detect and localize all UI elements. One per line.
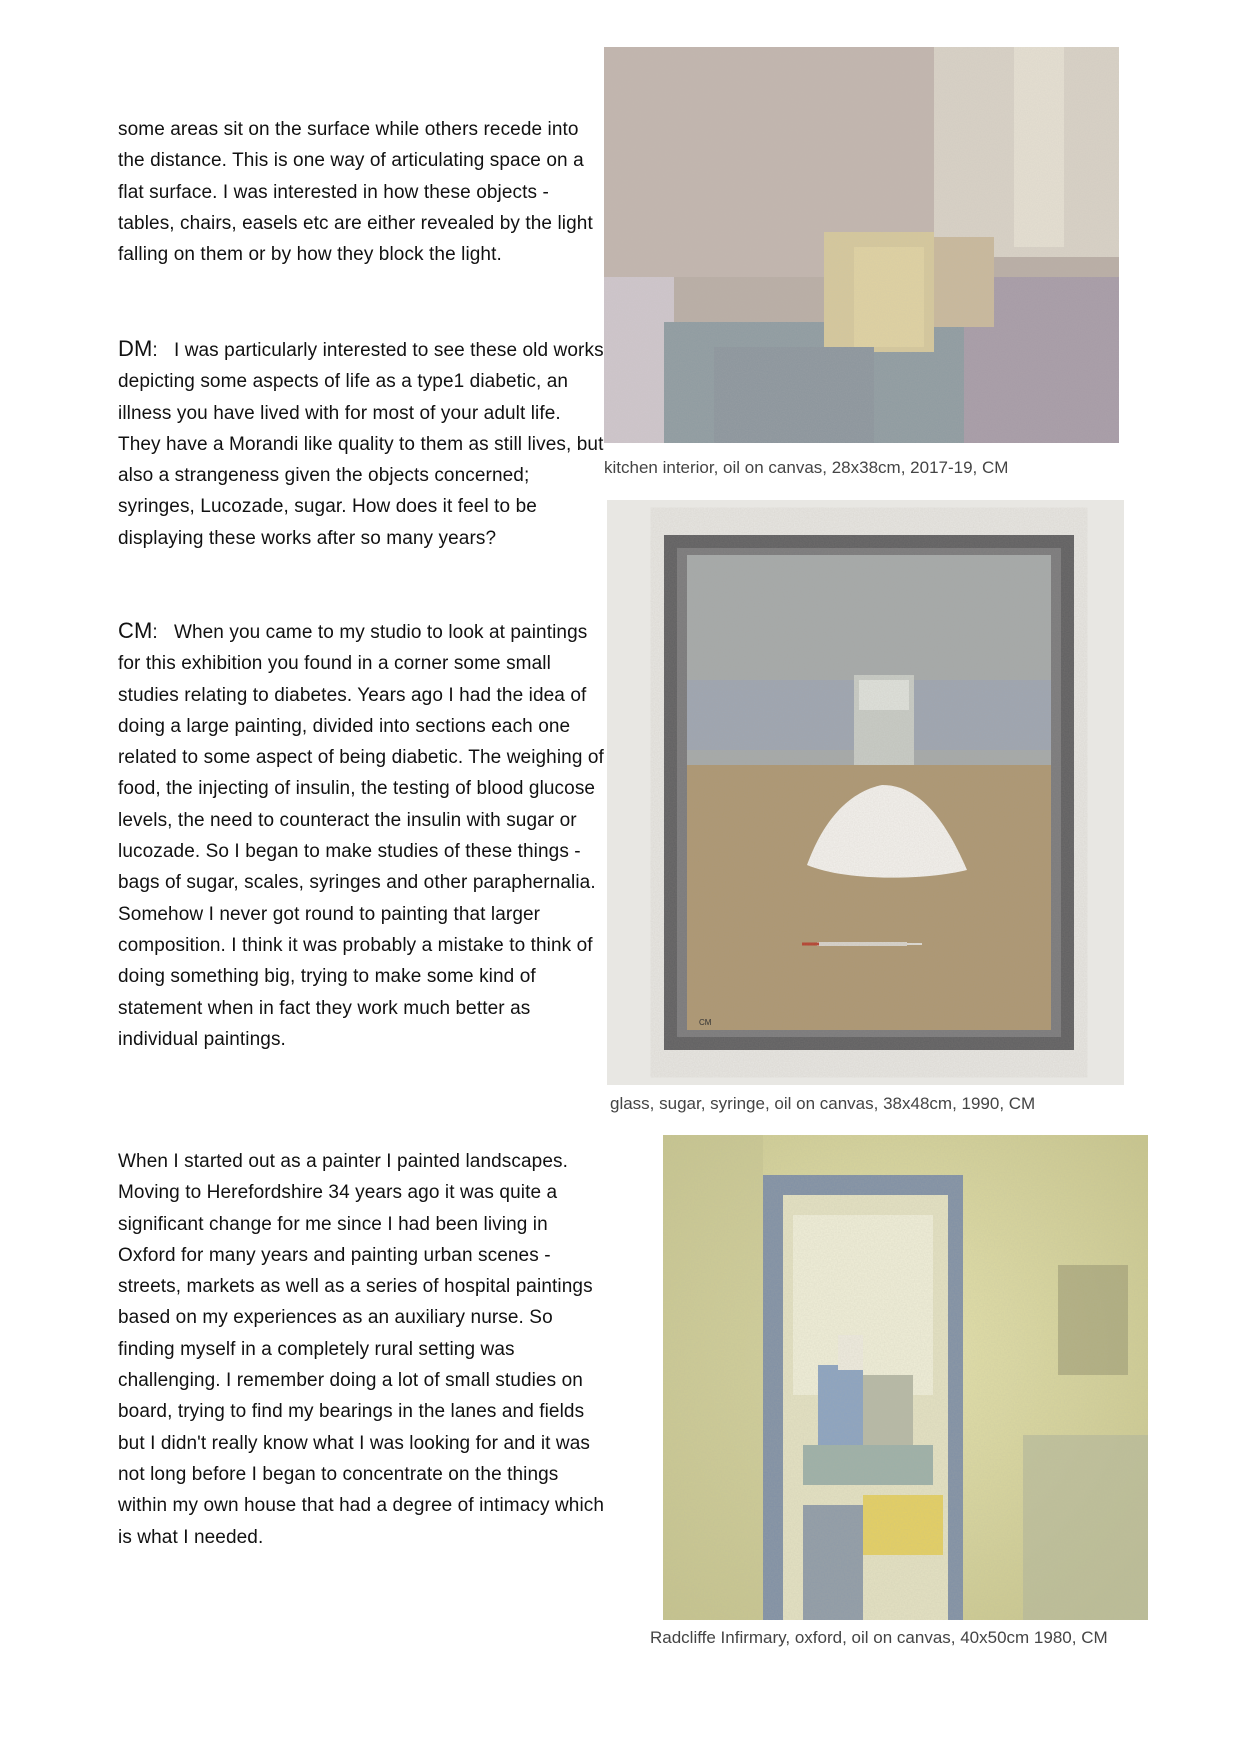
paragraph-intro: some areas sit on the surface while others recede into the distance. This is one way of articulating space on a flat surface. I was interested in how these objects - tables, chairs, easels etc are either revealed by the light falling on them or by how they block the light. (118, 119, 593, 266)
caption-glass-sugar-syringe: glass, sugar, syringe, oil on canvas, 38x48cm, 1990, CM (610, 1094, 1036, 1113)
paragraph-dm-question: DM: I was particularly interested to see these old works depicting some aspects of life as a type1 diabetic, an illness you have lived with for most of your adult life. They have a Morandi like quality to them as still lives, but also a strangeness given the objects concerned; syringes, Lucozade, sugar. How does it feel to be displaying these works after so many years? (118, 336, 604, 549)
dm-question-text: I was particularly interested to see these old works depicting some aspects of life as a type1 diabetic, an illness you have lived with for most of your adult life. They have a Morandi like quality to them as still lives, but also a strangeness given the objects concerned; syringes, Lucozade, sugar. How does it feel to be displaying these works after so many years? (118, 340, 604, 549)
caption-radcliffe-infirmary: Radcliffe Infirmary, oxford, oil on canvas, 40x50cm 1980, CM (650, 1628, 1108, 1647)
caption-kitchen-interior: kitchen interior, oil on canvas, 28x38cm, 2017-19, CM (604, 458, 1009, 477)
painting-radcliffe-infirmary (663, 1135, 1148, 1620)
painting-kitchen-interior (604, 47, 1119, 443)
speaker-dm: DM (118, 336, 153, 361)
speaker-cm: CM (118, 618, 153, 643)
paragraph-cm-answer: CM: When you came to my studio to look at paintings for this exhibition you found in a corner some small studies relating to diabetes. Years ago I had the idea of doing a large painting, divided into sections each one related to some aspect of being diabetic. The weighing of food, the injecting of insulin, the testing of blood glucose levels, the need to counteract the insulin with sugar or lucozade. So I began to make studies of these things - bags of sugar, scales, syringes and other paraphernalia. Somehow I never got round to painting that larger composition. I think it was probably a mistake to think of doing something big, trying to make some kind of statement when in fact they work much better as individual paintings. (118, 618, 604, 1050)
cm-answer-text: When you came to my studio to look at paintings for this exhibition you found in a corner some small studies relating to diabetes. Years ago I had the idea of doing a large painting, divided into sections each one related to some aspect of being diabetic. The weighing of food, the injecting of insulin, the testing of blood glucose levels, the need to counteract the insulin with sugar or lucozade. So I began to make studies of these things - bags of sugar, scales, syringes and other paraphernalia. Somehow I never got round to painting that larger composition. I think it was probably a mistake to think of doing something big, trying to make some kind of statement when in fact they work much better as individual paintings. (118, 622, 604, 1050)
painting-glass-sugar-syringe (607, 500, 1124, 1085)
signature-cm: CM (699, 1018, 712, 1027)
paragraph-landscapes: When I started out as a painter I painted landscapes. Moving to Herefordshire 34 years ago it was quite a significant change for me since I had been living in Oxford for many years and painting urban scenes - streets, markets as well as a series of hospital paintings based on my experiences as an auxiliary nurse. So finding myself in a completely rural setting was challenging. I remember doing a lot of small studies on board, trying to find my bearings in the lanes and fields but I didn't really know what I was looking for and it was not long before I began to concentrate on the things within my own house that had a degree of intimacy which is what I needed. (118, 1151, 605, 1548)
